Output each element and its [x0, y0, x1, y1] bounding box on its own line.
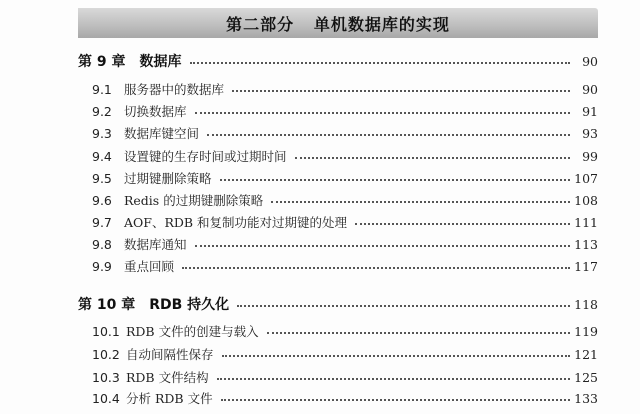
section-number: 10.2	[92, 346, 120, 362]
toc-section-9-5[interactable]	[92, 167, 598, 189]
toc-section-9-9[interactable]	[92, 255, 598, 277]
section-title: 自动间隔性保存	[126, 347, 214, 362]
section-number: 10.1	[92, 323, 120, 339]
toc-section-10-3[interactable]	[92, 366, 598, 388]
dot-leader	[221, 389, 570, 401]
section-number: 10.4	[92, 390, 120, 406]
dot-leader	[195, 102, 570, 114]
part-banner	[78, 8, 598, 38]
dot-leader	[267, 322, 570, 334]
page-number: 107	[574, 170, 598, 186]
dot-leader	[355, 213, 570, 225]
page-number: 93	[582, 125, 598, 141]
page-number: 113	[574, 236, 598, 252]
toc-section-9-1[interactable]	[92, 78, 598, 100]
page-number: 133	[574, 390, 598, 406]
section-number: 9.3	[92, 125, 112, 141]
dot-leader	[220, 169, 570, 181]
page-number: 117	[574, 258, 598, 274]
toc-section-9-3[interactable]	[92, 122, 598, 144]
section-number: 9.6	[92, 192, 112, 208]
page-number: 90	[582, 81, 598, 97]
section-title: 重点回顾	[124, 259, 175, 274]
toc-section-9-4[interactable]	[92, 145, 598, 167]
toc-section-10-1[interactable]	[92, 320, 598, 342]
section-title: 过期键删除策略	[124, 171, 212, 186]
section-title: 分析 RDB 文件	[126, 391, 213, 406]
page-number: 108	[574, 192, 598, 208]
dot-leader	[295, 147, 570, 159]
section-title: 服务器中的数据库	[124, 82, 225, 97]
section-title: 数据库通知	[124, 237, 187, 252]
page-number: 119	[574, 323, 598, 339]
section-title: RDB 文件结构	[126, 370, 209, 385]
section-number: 9.8	[92, 236, 112, 252]
section-title: AOF、RDB 和复制功能对过期键的处理	[124, 215, 348, 230]
toc-chapter-10[interactable]	[78, 293, 598, 315]
chapter-title: RDB 持久化	[149, 297, 230, 313]
toc-section-9-8[interactable]	[92, 233, 598, 255]
section-title: 切换数据库	[124, 104, 187, 119]
dot-leader	[182, 257, 570, 269]
page-number: 90	[582, 53, 598, 69]
section-number: 9.5	[92, 170, 112, 186]
chapter-number: 第 9 章	[78, 54, 126, 70]
section-title: RDB 文件的创建与载入	[126, 324, 259, 339]
toc-section-9-7[interactable]	[92, 211, 598, 233]
page-number: 121	[574, 346, 598, 362]
dot-leader	[222, 345, 570, 357]
toc-section-10-2[interactable]	[92, 343, 598, 365]
chapter-number: 第 10 章	[78, 297, 136, 313]
dot-leader	[237, 295, 570, 307]
toc-section-9-6[interactable]	[92, 189, 598, 211]
part-title: 第二部分 单机数据库的实现	[226, 14, 450, 34]
dot-leader	[232, 80, 570, 92]
section-number: 9.2	[92, 103, 112, 119]
page-number: 91	[582, 103, 598, 119]
dot-leader	[190, 52, 571, 64]
page-number: 99	[582, 148, 598, 164]
section-number: 10.3	[92, 369, 120, 385]
dot-leader	[207, 124, 570, 136]
dot-leader	[217, 368, 570, 380]
dot-leader	[195, 235, 570, 247]
dot-leader	[271, 191, 570, 203]
section-title: 数据库键空间	[124, 126, 200, 141]
section-number: 9.9	[92, 258, 112, 274]
section-title: Redis 的过期键删除策略	[124, 193, 264, 208]
toc-section-9-2[interactable]	[92, 100, 598, 122]
section-title: 设置键的生存时间或过期时间	[124, 149, 287, 164]
toc-chapter-9[interactable]	[78, 50, 598, 72]
chapter-title: 数据库	[139, 54, 182, 70]
page-number: 111	[574, 214, 598, 230]
toc-section-10-4[interactable]	[92, 387, 598, 409]
section-number: 9.1	[92, 81, 112, 97]
page-number: 125	[574, 369, 598, 385]
section-number: 9.7	[92, 214, 112, 230]
page-number: 118	[574, 296, 598, 312]
section-number: 9.4	[92, 148, 112, 164]
